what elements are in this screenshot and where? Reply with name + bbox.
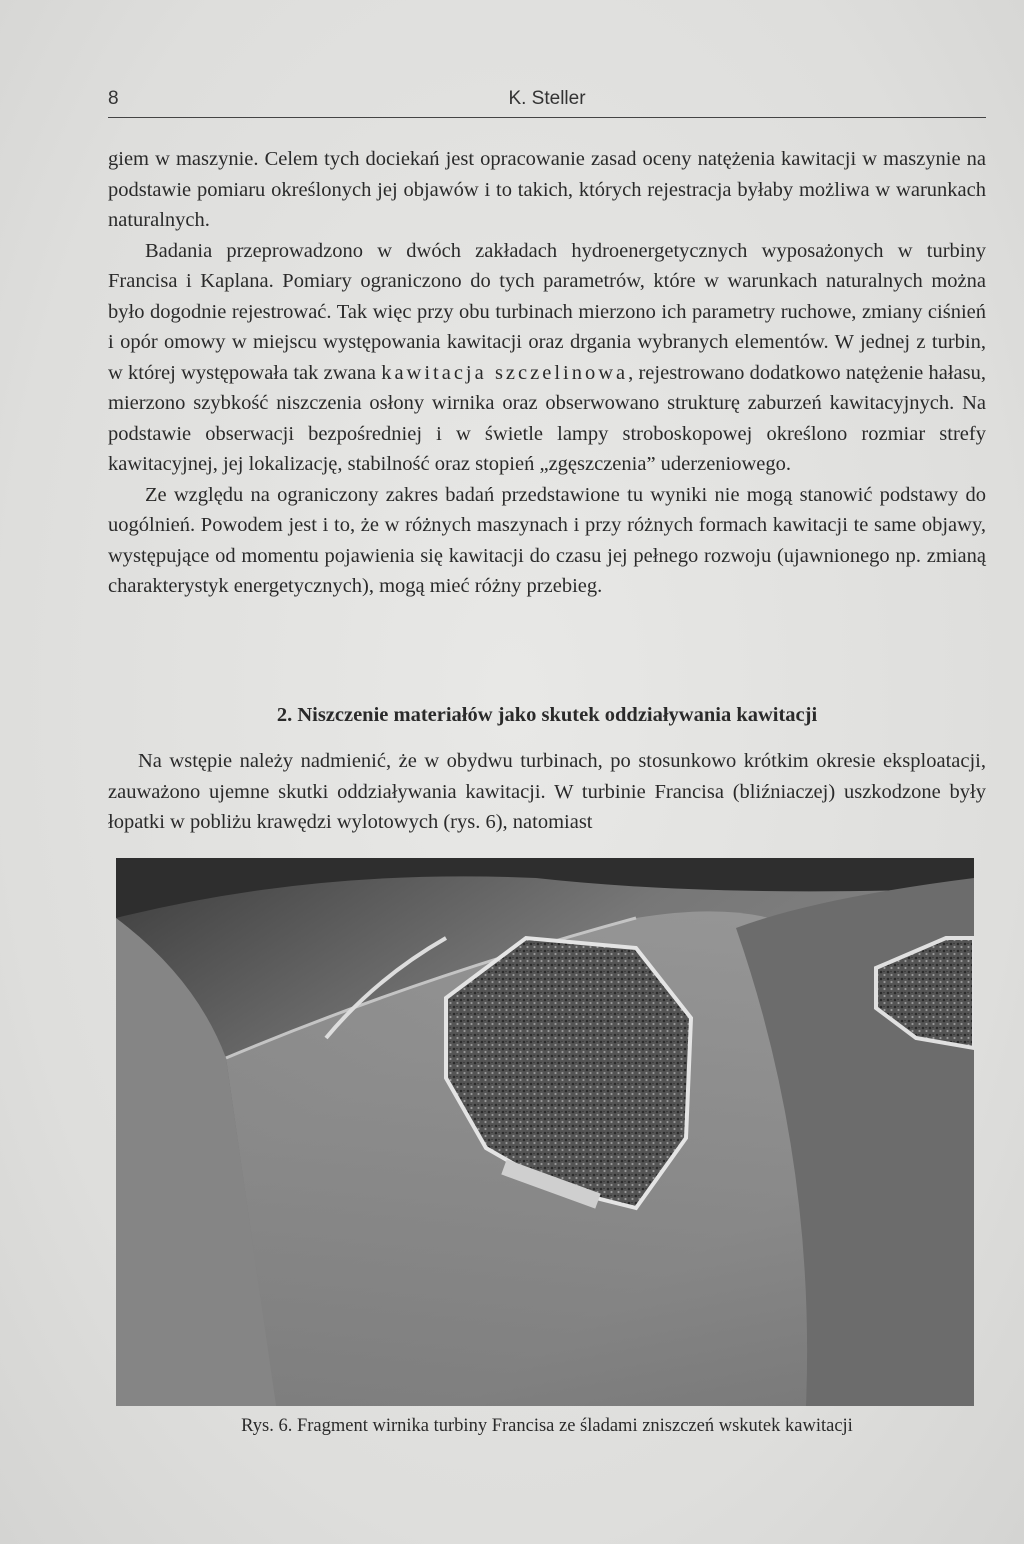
running-header (108, 88, 986, 114)
paragraph-2-part-a: Badania przeprowadzono w dwóch zakładach hydroenergetycznych wyposażonych w turbiny Francisa i Kaplana. Pomiary ograniczono do tych parametrów, które w warunkach naturalnych można było dogodnie rejestrować. Tak więc przy obu turbinach mierzono ich parametry ruchowe, zmiany ciśnień i opór omowy w miejscu występowania kawitacji oraz drgania wybranych elementów. W jednej z turbin, w której występowała tak zwana (108, 239, 986, 384)
paragraph-2-part-b: , rejestrowano dodatkowo natężenie hałasu, mierzono szybkość niszczenia osłony wirnika oraz obserwowano strukturę zaburzeń kawitacyjnych. Na podstawie obserwacji bezpośredniej i w świetle lampy stroboskopowej określono rozmiar strefy kawitacyjnej, jej lokalizację, stabilność oraz stopień „zgęszczenia” uderzeniowego. (108, 361, 987, 475)
header-rule (108, 117, 986, 118)
emphasized-term: kawitacja szczelinowa (381, 361, 629, 384)
figure-caption: Rys. 6. Fragment wirnika turbiny Francisa ze śladami zniszczeń wskutek kawitacji (241, 1416, 853, 1436)
paragraph-2 (108, 236, 986, 480)
figure-photo-turbine-runner (116, 858, 974, 1406)
turbine-photo-illustration (116, 858, 974, 1406)
section-heading: 2. Niszczenie materiałów jako skutek oddziaływania kawitacji (276, 704, 818, 726)
section-paragraph-1: Na wstępie należy nadmienić, że w obydwu turbinach, po stosunkowo krótkim okresie eksploatacji, zauważono ujemne skutki oddziaływania kawitacji. W turbinie Francisa (bliźniaczej) uszkodzone były łopatki w pobliżu krawędzi wylotowych (rys. 6), natomiast (108, 750, 986, 833)
body-text (108, 144, 986, 602)
section-body (108, 746, 986, 838)
paragraph-3: Ze względu na ograniczony zakres badań przedstawione tu wyniki nie mogą stanowić podstawy do uogólnień. Powodem jest i to, że w różnych maszynach i przy różnych formach kawitacji te same objawy, występujące od momentu pojawienia się kawitacji do czasu jej pełnego rozwoju (ujawnionego np. zmianą charakterystyk energetycznych), mogą mieć różny przebieg. (108, 483, 986, 597)
page-number: 8 (108, 88, 119, 109)
paragraph-1: giem w maszynie. Celem tych dociekań jest opracowanie zasad oceny natężenia kawitacji w maszynie na podstawie pomiaru określonych jej objawów i to takich, których rejestracja byłaby możliwa w warunkach naturalnych. (108, 148, 986, 231)
running-header-author: K. Steller (508, 88, 586, 109)
